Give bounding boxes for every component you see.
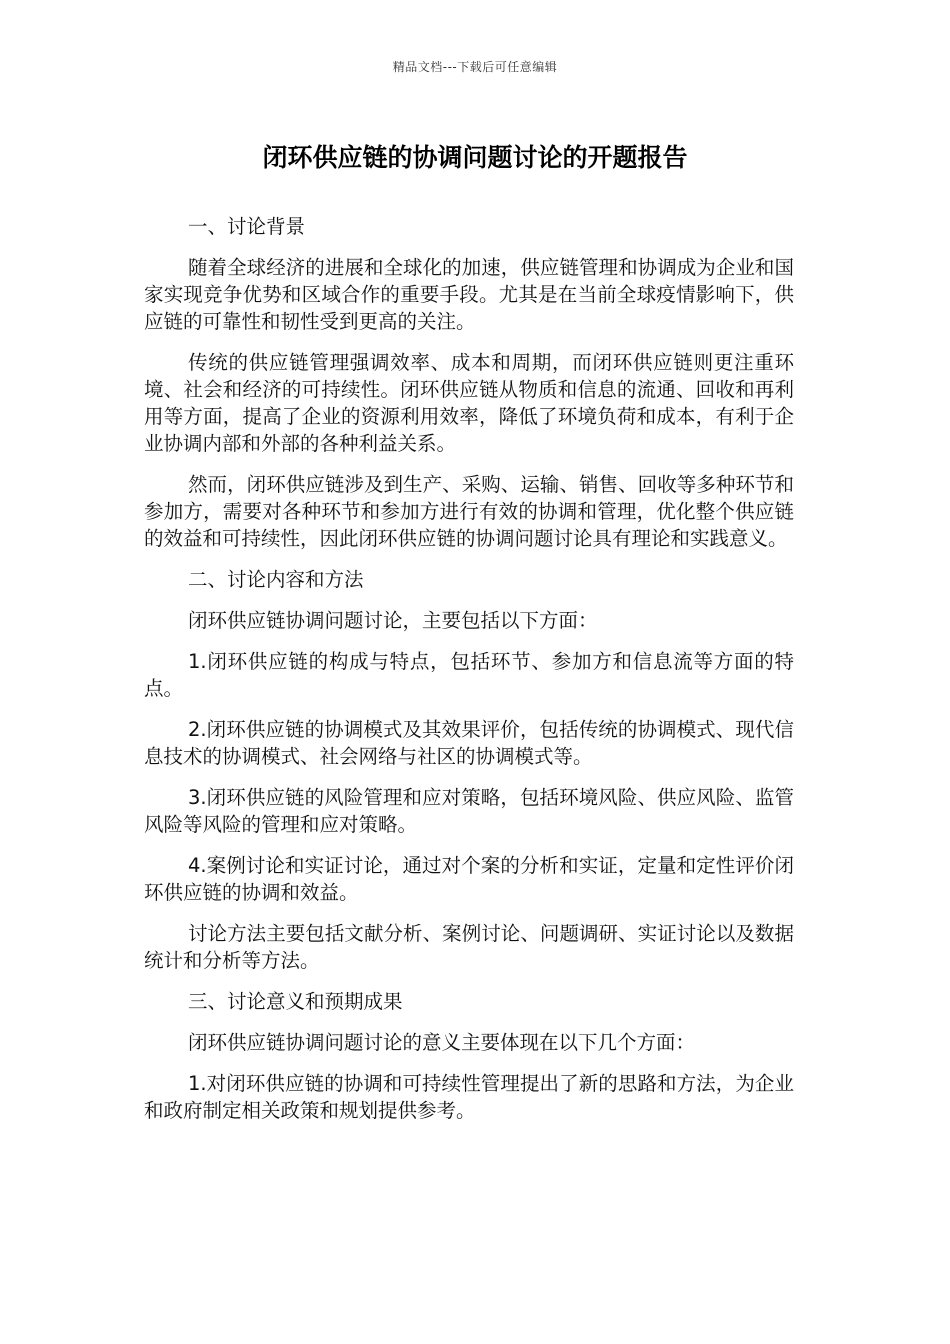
paragraph: 闭环供应链协调问题讨论，主要包括以下方面： (188, 609, 598, 632)
document-body (144, 213, 794, 1138)
list-item: 1.对闭环供应链的协调和可持续性管理提出了新的思路和方法，为企业和政府制定相关政策和规划提供参考。 (144, 1072, 794, 1122)
paragraph: 随着全球经济的进展和全球化的加速，供应链管理和协调成为企业和国家实现竞争优势和区域合作的重要手段。尤其是在当前全球疫情影响下，供应链的可靠性和韧性受到更高的关注。 (144, 256, 794, 333)
paragraph: 然而，闭环供应链涉及到生产、采购、运输、销售、回收等多种环节和参加方，需要对各种环节和参加方进行有效的协调和管理，优化整个供应链的效益和可持续性，因此闭环供应链的协调问题讨论具有理论和实践意义。 (144, 473, 794, 550)
paragraph: 传统的供应链管理强调效率、成本和周期，而闭环供应链则更注重环境、社会和经济的可持续性。闭环供应链从物质和信息的流通、回收和再利用等方面，提高了企业的资源利用效率，降低了环境负荷和成本，有利于企业协调内部和外部的各种利益关系。 (144, 351, 794, 455)
paragraph: 讨论方法主要包括文献分析、案例讨论、问题调研、实证讨论以及数据统计和分析等方法。 (144, 922, 794, 972)
list-item: 3.闭环供应链的风险管理和应对策略，包括环境风险、供应风险、监管风险等风险的管理和应对策略。 (144, 786, 794, 836)
paragraph: 闭环供应链协调问题讨论的意义主要体现在以下几个方面： (188, 1031, 696, 1054)
list-item: 1.闭环供应链的构成与特点，包括环节、参加方和信息流等方面的特点。 (144, 650, 794, 700)
section-heading-significance: 三、讨论意义和预期成果 (188, 990, 403, 1013)
section-heading-background: 一、讨论背景 (188, 215, 306, 238)
header-note: 精品文档---下载后可任意编辑 (392, 60, 558, 74)
list-item: 4.案例讨论和实证讨论，通过对个案的分析和实证，定量和定性评价闭环供应链的协调和效益。 (144, 854, 794, 904)
list-item: 2.闭环供应链的协调模式及其效果评价，包括传统的协调模式、现代信息技术的协调模式、社会网络与社区的协调模式等。 (144, 718, 794, 768)
page-title: 闭环供应链的协调问题讨论的开题报告 (262, 143, 688, 172)
section-heading-content-method: 二、讨论内容和方法 (188, 568, 364, 591)
